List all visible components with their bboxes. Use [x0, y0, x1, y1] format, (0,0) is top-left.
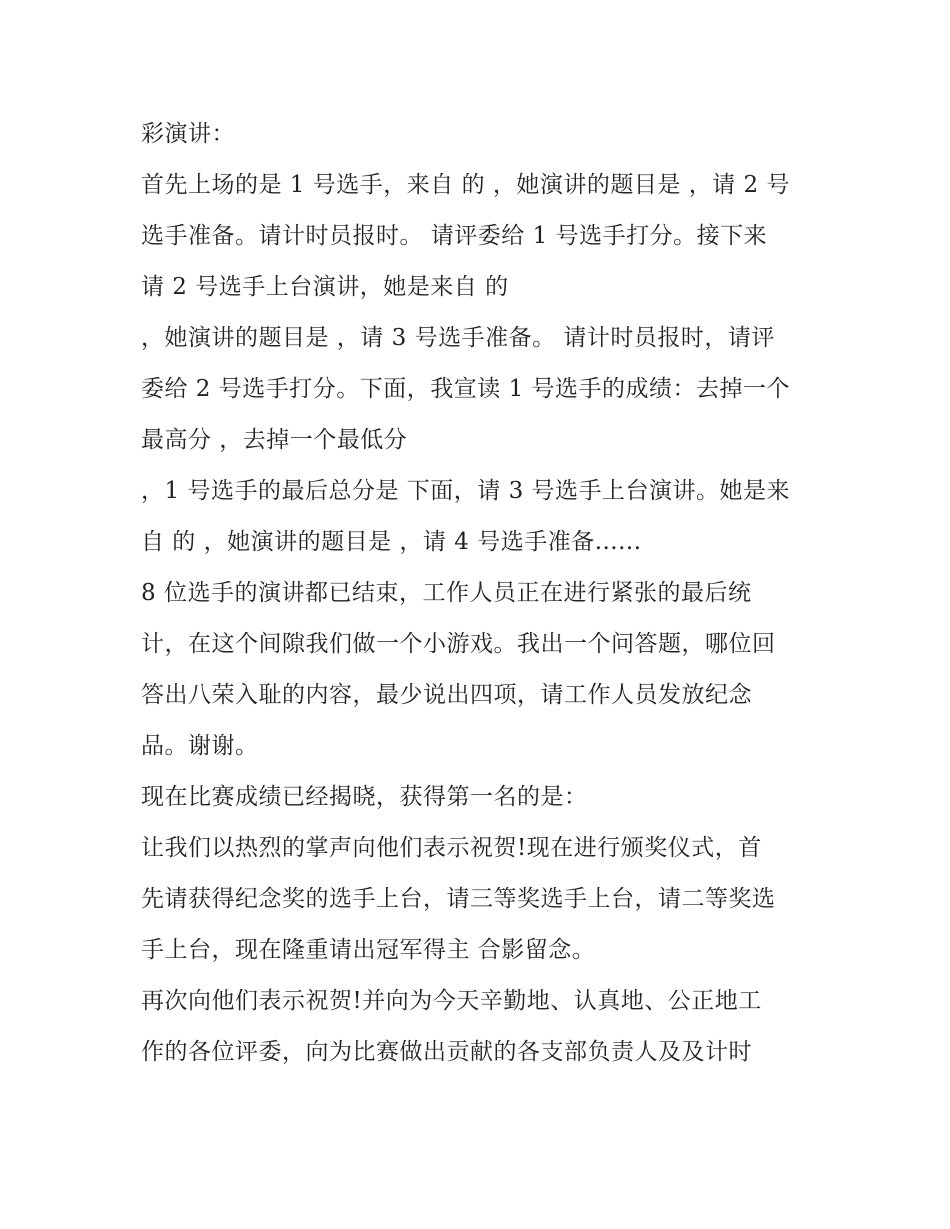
- text-line: 先请获得纪念奖的选手上台，请三等奖选手上台，请二等奖选: [141, 886, 776, 912]
- text-line: 最高分 ，去掉一个最低分: [141, 427, 408, 453]
- text-line: ，1 号选手的最后总分是 下面，请 3 号选手上台演讲。她是来: [141, 478, 791, 504]
- text-line: 8 位选手的演讲都已结束，工作人员正在进行紧张的最后统: [141, 580, 752, 606]
- text-line: 计，在这个间隙我们做一个小游戏。我出一个问答题，哪位回: [141, 631, 776, 657]
- text-line: 答出八荣入耻的内容，最少说出四项，请工作人员发放纪念: [141, 682, 752, 708]
- text-line: 让我们以热烈的掌声向他们表示祝贺!现在进行颁奖仪式，首: [141, 835, 762, 861]
- text-line: 品。谢谢。: [141, 733, 259, 759]
- text-line: 现在比赛成绩已经揭晓，获得第一名的是：: [141, 784, 588, 810]
- text-line: 选手准备。请计时员报时。 请评委给 1 号选手打分。接下来: [141, 223, 768, 249]
- text-line: 彩演讲：: [141, 121, 235, 147]
- text-line: 作的各位评委，向为比赛做出贡献的各支部负责人及及计时: [141, 1039, 752, 1065]
- text-line: 请 2 号选手上台演讲，她是来自 的: [141, 274, 509, 300]
- text-line: 委给 2 号选手打分。下面，我宣读 1 号选手的成绩：去掉一个: [141, 376, 791, 402]
- text-line: 手上台，现在隆重请出冠军得主 合影留念。: [141, 937, 596, 963]
- text-line: 自 的 ，她演讲的题目是 ，请 4 号选手准备......: [141, 529, 642, 555]
- text-line: 首先上场的是 1 号选手，来自 的 ，她演讲的题目是 ，请 2 号: [141, 172, 790, 198]
- text-line: ，她演讲的题目是 ，请 3 号选手准备。 请计时员报时，请评: [141, 325, 775, 351]
- document-body: [141, 109, 821, 1078]
- text-line: 再次向他们表示祝贺!并向为今天辛勤地、认真地、公正地工: [141, 988, 762, 1014]
